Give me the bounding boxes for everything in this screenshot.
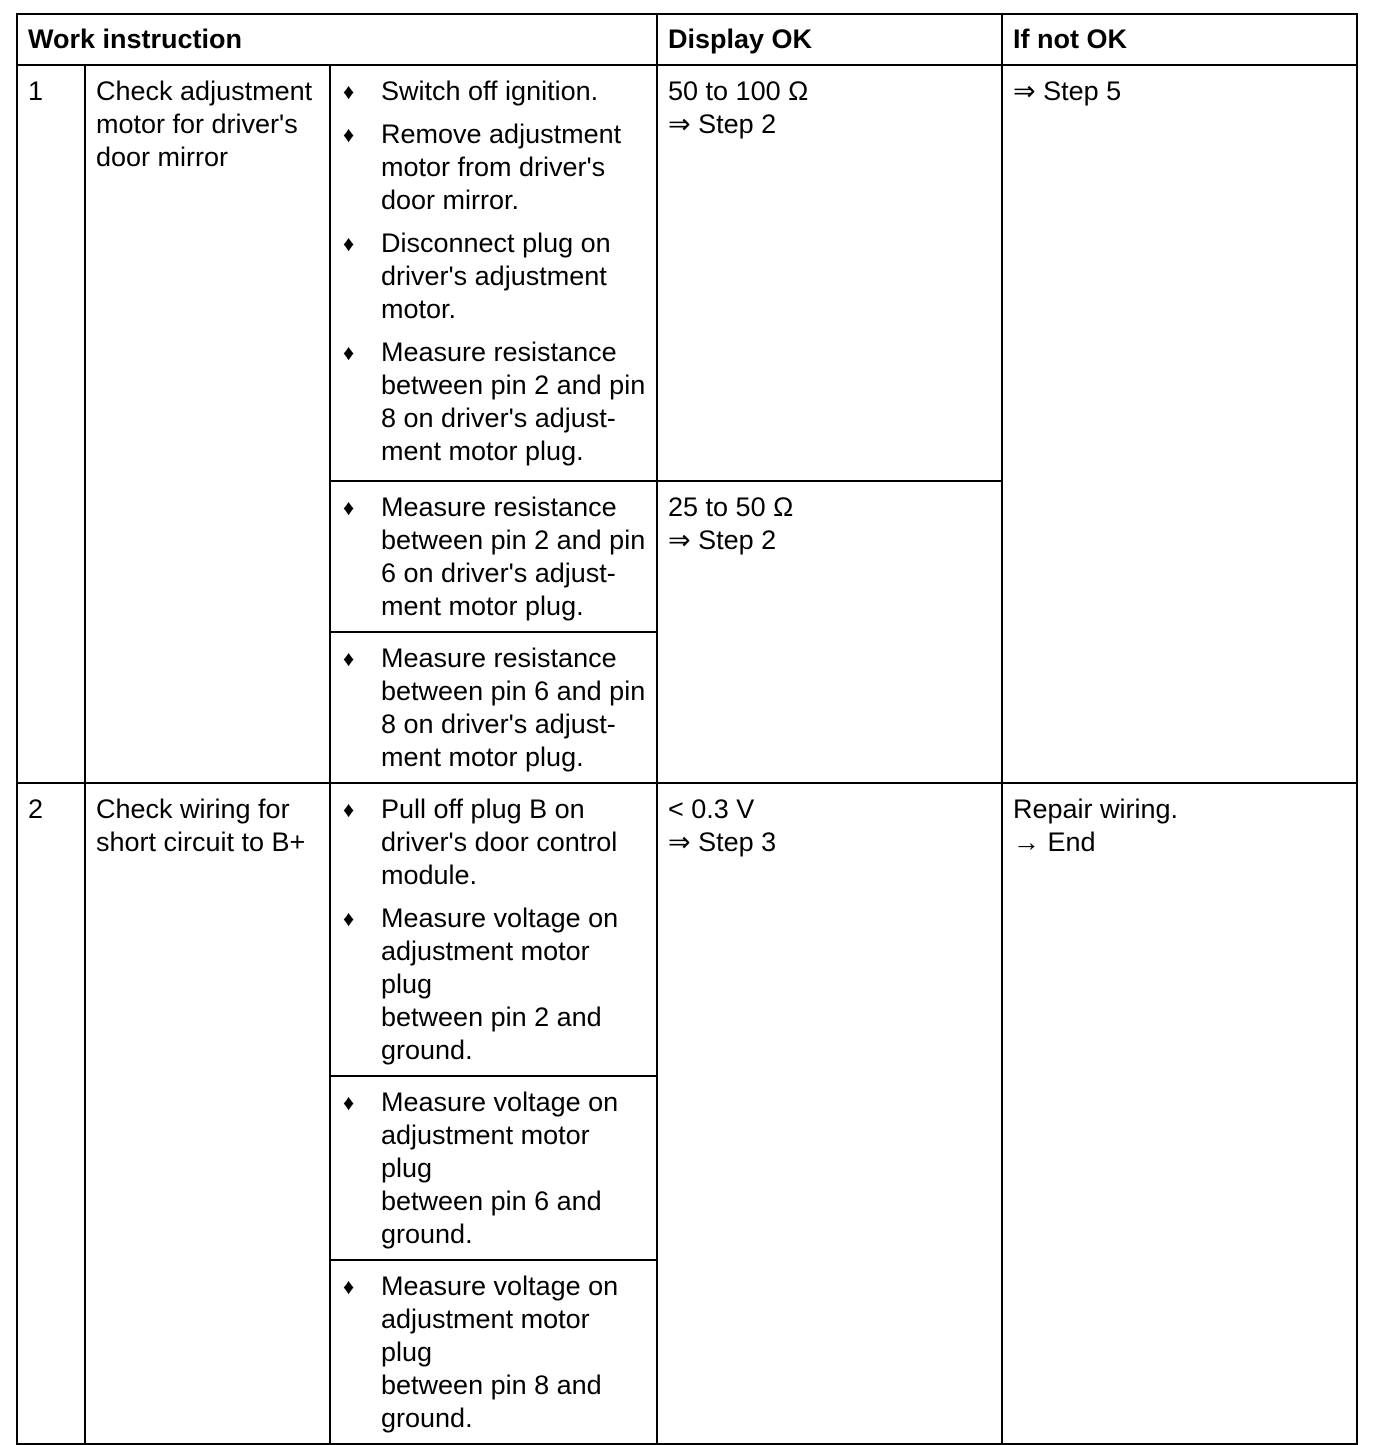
header-row <box>17 14 1357 65</box>
display-ok-value: < 0.3 V ⇒ Step 3 <box>657 783 1002 1444</box>
header-display-ok: Display OK <box>657 14 1002 65</box>
header-if-not-ok: If not OK <box>1002 14 1357 65</box>
bullet-icon: ♦ <box>343 906 355 931</box>
list-item: ♦ Disconnect plug on driver's adjustment motor. <box>343 228 611 324</box>
list-item: ♦ Pull off plug B on driver's door control module. <box>343 794 618 890</box>
if-not-ok-value: ⇒ Step 5 <box>1002 65 1357 783</box>
instruction-cell <box>330 783 657 1076</box>
work-instruction-table <box>16 13 1358 1445</box>
list-item: ♦ Measure voltage on adjustment motor plug between pin 8 and ground. <box>343 1271 619 1433</box>
bullet-icon: ♦ <box>343 646 355 671</box>
step-number: 1 <box>17 65 85 783</box>
bullet-icon: ♦ <box>343 340 355 365</box>
instruction-cell <box>330 632 657 783</box>
step-title: Check adjustment motor for driver's door mirror <box>85 65 330 783</box>
bullet-icon: ♦ <box>343 1090 355 1115</box>
step-title: Check wiring for short circuit to B+ <box>85 783 330 1444</box>
table-row <box>17 783 1357 1076</box>
bullet-icon: ♦ <box>343 1274 355 1299</box>
display-ok-value: 50 to 100 Ω ⇒ Step 2 <box>657 65 1002 481</box>
list-item: ♦ Measure resistance between pin 2 and pin 8 on driver's adjust- ment motor plug. <box>343 337 646 466</box>
if-not-ok-value: Repair wiring. → End <box>1002 783 1357 1444</box>
step-number: 2 <box>17 783 85 1444</box>
display-ok-value: 25 to 50 Ω ⇒ Step 2 <box>657 481 1002 783</box>
instruction-cell <box>330 481 657 632</box>
header-work-instruction: Work instruction <box>17 14 657 65</box>
list-item: ♦ Measure resistance between pin 2 and pin 6 on driver's adjust- ment motor plug. <box>343 492 646 621</box>
bullet-icon: ♦ <box>343 122 355 147</box>
list-item: ♦ Remove adjustment motor from driver's door mirror. <box>343 119 622 215</box>
instruction-cell <box>330 65 657 481</box>
bullet-icon: ♦ <box>343 231 355 256</box>
instruction-cell <box>330 1076 657 1260</box>
list-item: ♦ Measure resistance between pin 6 and pin 8 on driver's adjust- ment motor plug. <box>343 643 646 772</box>
list-item: ♦ Measure voltage on adjustment motor plug between pin 2 and ground. <box>343 903 619 1065</box>
table-row <box>17 65 1357 481</box>
bullet-icon: ♦ <box>343 79 355 104</box>
bullet-icon: ♦ <box>343 495 355 520</box>
list-item: ♦ Switch off ignition. <box>343 76 599 106</box>
instruction-cell <box>330 1260 657 1444</box>
bullet-icon: ♦ <box>343 797 355 822</box>
list-item: ♦ Measure voltage on adjustment motor plug between pin 6 and ground. <box>343 1087 619 1249</box>
